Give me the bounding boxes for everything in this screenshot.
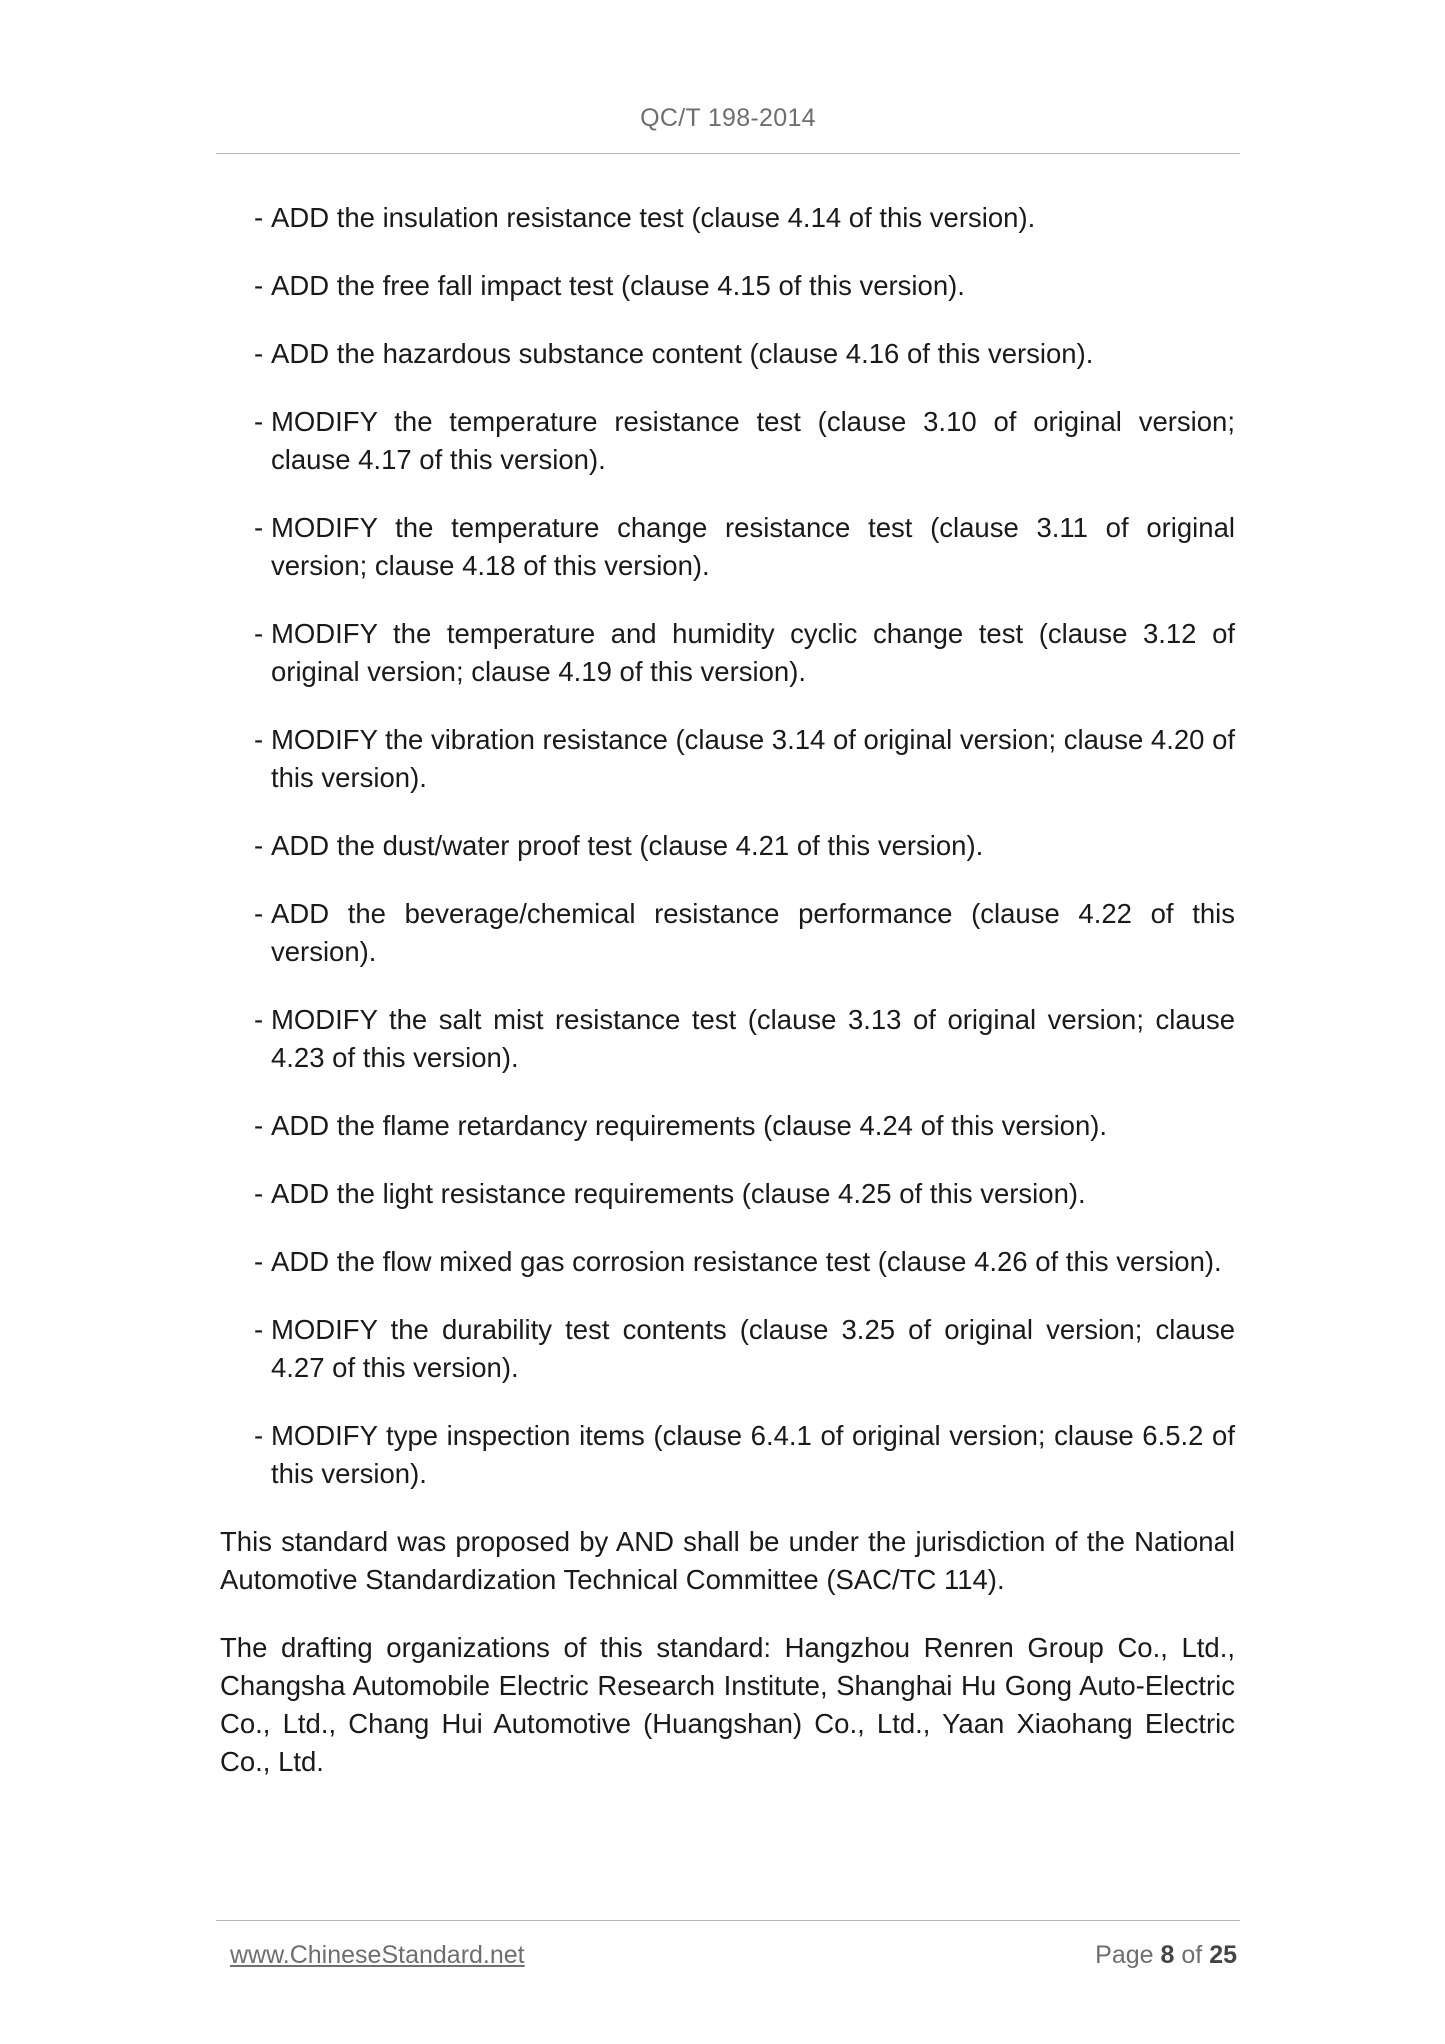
dash-marker: - [254,202,264,233]
document-code-header: QC/T 198-2014 [640,104,816,132]
website-link[interactable]: www.ChineseStandard.net [230,1941,525,1969]
dash-marker: - [254,830,264,861]
list-item-text: ADD the free fall impact test (clause 4.15 of this version). [271,270,965,301]
list-item [220,199,1235,237]
dash-marker: - [254,1178,264,1209]
dash-marker: - [254,338,264,369]
drafting-organizations-paragraph: The drafting organizations of this standard: Hangzhou Renren Group Co., Ltd., Changsha Automobile Electric Research Institute, Shanghai Hu Gong Auto-Electric Co., Ltd., Chang Hui Automotive (Huangshan) Co., Ltd., Yaan Xiaohang Electric Co., Ltd. [220,1632,1235,1777]
footer-divider [216,1920,1240,1921]
list-item-text: ADD the dust/water proof test (clause 4.21 of this version). [271,830,984,861]
list-item-text: MODIFY the durability test contents (clause 3.25 of original version; clause 4.27 of this version). [271,1314,1235,1383]
list-item [220,1175,1235,1213]
dash-marker: - [254,1420,264,1451]
list-item-text: MODIFY the temperature resistance test (clause 3.10 of original version; clause 4.17 of this version). [271,406,1235,475]
list-item [220,827,1235,865]
dash-marker: - [254,1246,264,1277]
list-item [220,403,1235,479]
list-item-text: MODIFY the temperature change resistance test (clause 3.11 of original version; clause 4.18 of this version). [271,512,1235,581]
list-item [220,1001,1235,1077]
dash-marker: - [254,270,264,301]
list-item [220,1417,1235,1493]
dash-marker: - [254,1110,264,1141]
change-list [220,199,1235,1493]
current-page-number: 8 [1160,1941,1175,1969]
dash-marker: - [254,406,264,437]
list-item-text: ADD the hazardous substance content (clause 4.16 of this version). [271,338,1094,369]
list-item-text: ADD the insulation resistance test (clause 4.14 of this version). [271,202,1036,233]
list-item [220,895,1235,971]
list-item [220,267,1235,305]
list-item-text: ADD the flame retardancy requirements (clause 4.24 of this version). [271,1110,1108,1141]
header-divider [216,153,1240,154]
list-item-text: MODIFY the salt mist resistance test (clause 3.13 of original version; clause 4.23 of this version). [271,1004,1235,1073]
list-item-text: MODIFY the temperature and humidity cyclic change test (clause 3.12 of original version; clause 4.19 of this version). [271,618,1235,687]
dash-marker: - [254,512,264,543]
dash-marker: - [254,898,264,929]
dash-marker: - [254,1004,264,1035]
list-item-text: MODIFY type inspection items (clause 6.4.1 of original version; clause 6.5.2 of this version). [271,1420,1235,1489]
list-item [220,1107,1235,1145]
dash-marker: - [254,724,264,755]
list-item [220,615,1235,691]
list-item-text: ADD the beverage/chemical resistance performance (clause 4.22 of this version). [271,898,1235,967]
page-indicator [1095,1941,1237,1970]
list-item [220,1243,1235,1281]
list-item [220,335,1235,373]
page-content [220,199,1235,1811]
dash-marker: - [254,1314,264,1345]
page-of-label: of [1181,1941,1203,1969]
list-item-text: MODIFY the vibration resistance (clause 3.14 of original version; clause 4.20 of this version). [271,724,1236,793]
jurisdiction-paragraph: This standard was proposed by AND shall be under the jurisdiction of the National Automotive Standardization Technical Committee (SAC/TC 114). [220,1526,1235,1595]
list-item [220,721,1235,797]
total-pages: 25 [1209,1941,1237,1969]
list-item [220,509,1235,585]
list-item-text: ADD the flow mixed gas corrosion resistance test (clause 4.26 of this version). [271,1246,1222,1277]
page-prefix: Page [1095,1941,1154,1969]
dash-marker: - [254,618,264,649]
list-item-text: ADD the light resistance requirements (clause 4.25 of this version). [271,1178,1086,1209]
list-item [220,1311,1235,1387]
